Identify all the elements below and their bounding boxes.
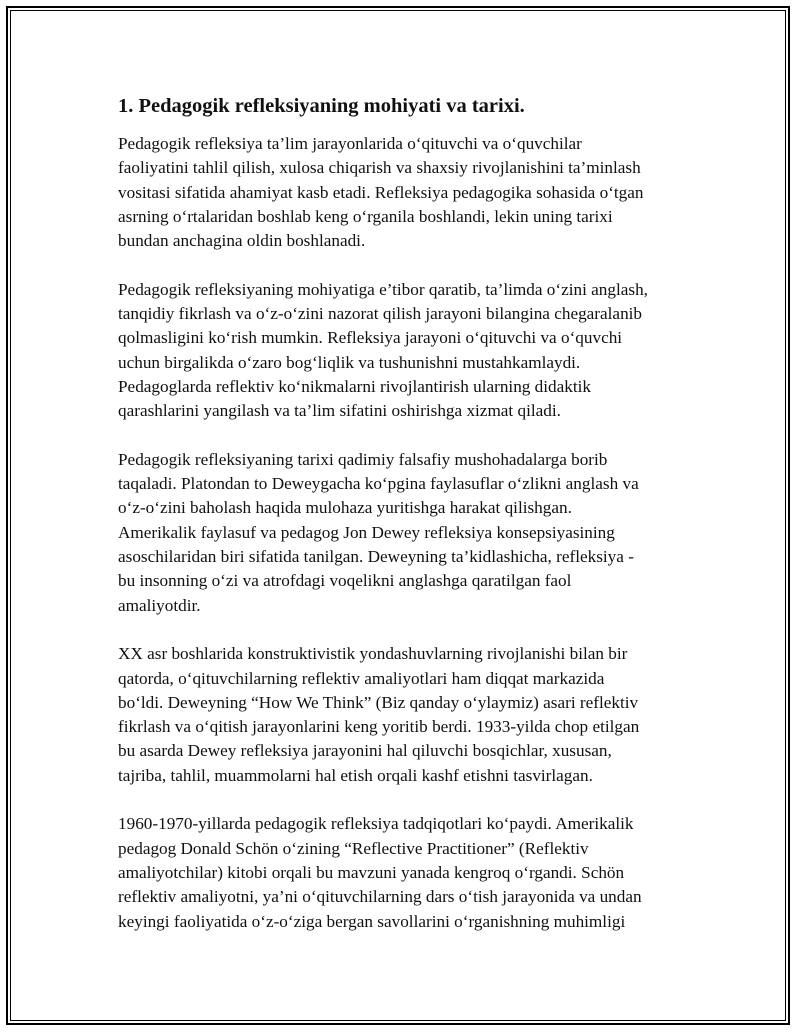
section-heading: 1. Pedagogik refleksiyaning mohiyati va tarixi. — [118, 95, 525, 117]
paragraph-4: XX asr boshlarida konstruktivistik yondashuvlarning rivojlanishi bilan bir qatorda, o‘qituvchilarning reflektiv amaliyotlari ham diqqat markazida bo‘ldi. Deweyning “How We Think” (Biz qanday o‘ylaymiz) asari reflektiv fikrlash va o‘qitish jarayonlarini keng yoritib berdi. 1933-yilda chop etilgan bu asarda Dewey refleksiya jarayonini hal qiluvchi bosqichlar, xususan, tajriba, tahlil, muammolarni hal etish orqali kashf etishni tasvirlagan. — [118, 644, 640, 785]
paragraph-2: Pedagogik refleksiyaning mohiyatiga e’tibor qaratib, ta’limda o‘zini anglash, tanqidiy fikrlash va o‘z-o‘zini nazorat qilish jarayoni bilangina chegaralanib qolmasligini ko‘rish mumkin. Refleksiya jarayoni o‘qituvchi va o‘quvchi uchun birgalikda o‘zaro bog‘liqlik va tushunishni mustahkamlaydi. Pedagoglarda reflektiv ko‘nikmalarni rivojlantirish ularning didaktik qarashlarini yangilash va ta’lim sifatini oshirishga xizmat qiladi. — [118, 279, 648, 421]
document-body — [118, 92, 698, 958]
paragraph-5: 1960-1970-yillarda pedagogik refleksiya tadqiqotlari ko‘paydi. Amerikalik pedagog Donald Schön o‘zining “Reflective Practitioner” (Reflektiv amaliyotchilar) kitobi orqali bu mavzuni yanada kengroq o‘rgandi. Schön reflektiv amaliyotni, ya’ni o‘qituvchilarning dars o‘tish jarayonida va undan keyingi faoliyatida o‘z-o‘ziga bergan savollarini o‘rganishning muhimligi — [118, 814, 642, 931]
paragraph-1: Pedagogik refleksiya ta’lim jarayonlarida o‘qituvchi va o‘quvchilar faoliyatini tahlil qilish, xulosa chiqarish va shaxsiy rivojlanishini ta’minlash vositasi sifatida ahamiyat kasb etadi. Refleksiya pedagogika sohasida o‘tgan asrning o‘rtalaridan boshlab keng o‘rganila boshlandi, lekin uning tarixi bundan anchagina oldin boshlanadi. — [118, 134, 644, 251]
paragraph-3: Pedagogik refleksiyaning tarixi qadimiy falsafiy mushohadalarga borib taqaladi. Platondan to Deweygacha ko‘pgina faylasuflar o‘zlikni anglash va o‘z-o‘zini baholash haqida mulohaza yuritishga harakat qilishgan. Amerikalik faylasuf va pedagog Jon Dewey refleksiya konsepsiyasining asoschilaridan biri sifatida tanilgan. Deweyning ta’kidlashicha, refleksiya - bu insonning o‘zi va atrofdagi voqelikni anglashga qaratilgan faol amaliyotdir. — [118, 449, 639, 615]
